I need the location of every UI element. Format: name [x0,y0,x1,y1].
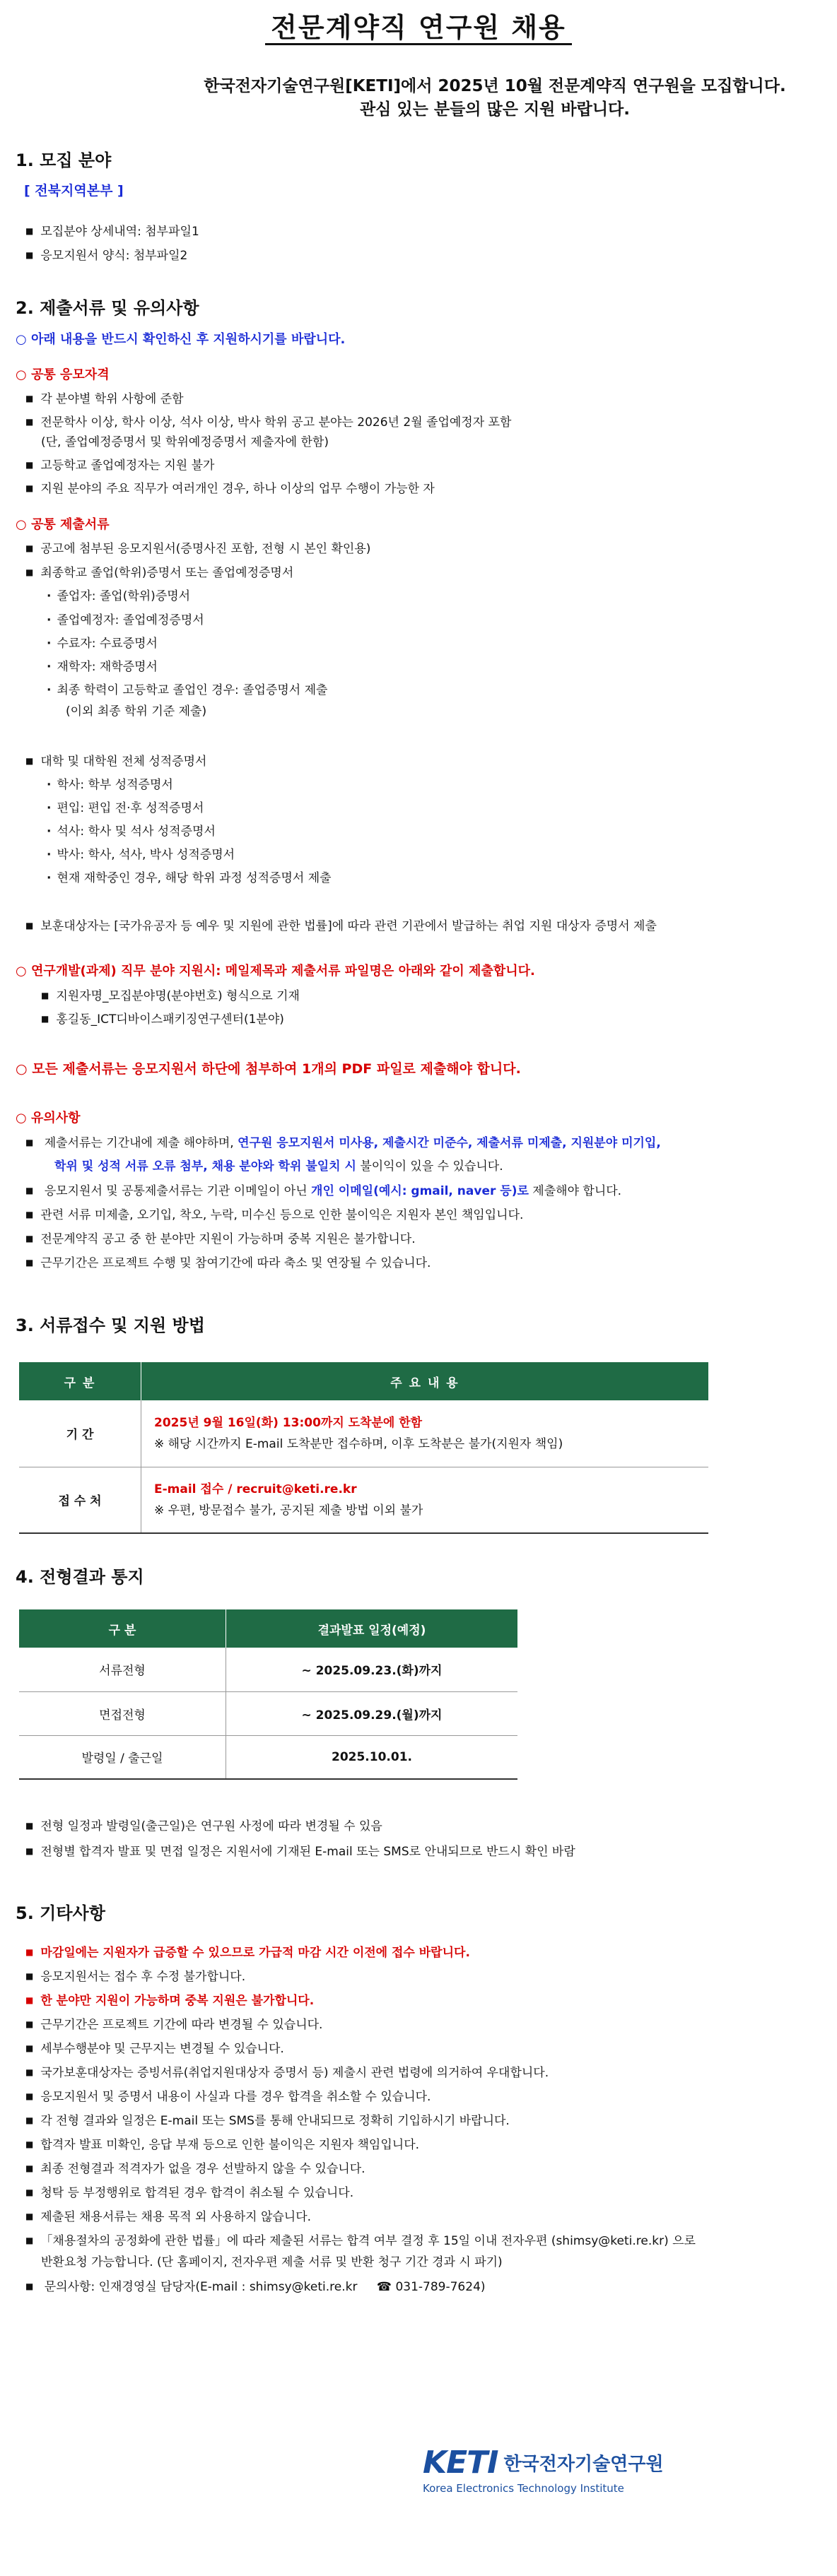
list-item-cont: 반환요청 가능합니다. (단 홈페이지, 전자우편 제출 서류 및 반환 청구 기간 경과 시 파기) [41,2255,503,2269]
list-item: ■ 근무기간은 프로젝트 수행 및 참여기간에 따라 축소 및 연장될 수 있습니다. [0,1253,431,1270]
sub-item: · 박사: 학사, 석사, 박사 성적증명서 [0,844,235,862]
sub-item: · 최종 학력이 고등학교 졸업인 경우: 졸업증명서 제출 [0,680,327,697]
list-item: ■ 전문계약직 공고 중 한 분야만 지원이 가능하며 중복 지원은 불가합니다. [0,1229,416,1246]
list-item: ■ 응모지원서는 접수 후 수정 불가합니다. [0,1966,245,1984]
page-title: 전문계약직 연구원 채용 [0,6,837,45]
sub-item: · 졸업예정자: 졸업예정증명서 [0,610,204,627]
list-item: ■ 응모지원서 양식: 첨부파일2 [0,245,187,263]
list-item: ■ 세부수행분야 및 근무지는 변경될 수 있습니다. [0,2038,284,2056]
col-header: 주 요 내 용 [141,1362,709,1400]
rd-title: ○ 연구개발(과제) 직무 분야 지원시: 메일제목과 제출서류 파일명은 아래와 같이 제출합니다. [0,961,535,979]
list-item: ■ 고등학교 졸업예정자는 지원 불가 [0,455,214,473]
list-item: ■ 「채용절차의 공정화에 관한 법률」에 따라 제출된 서류는 합격 여부 결정 후 15일 이내 전자우편 (shimsy@keti.re.kr) 으로 [0,2231,696,2248]
list-item: ■ 공고에 첨부된 응모지원서(증명사진 포함, 전형 시 본인 확인용) [0,538,370,556]
sub-item: · 재학자: 재학증명서 [0,656,158,674]
row-content: 2025년 9월 16일(화) 13:00까지 도착분에 한함 ※ 해당 시간까지 E-mail 도착분만 접수하며, 이후 도착분은 불가(지원자 책임) [141,1400,709,1467]
col-header: 결과발표 일정(예정) [226,1609,518,1648]
list-item: ■ 근무기간은 프로젝트 기간에 따라 변경될 수 있습니다. [0,2014,322,2032]
list-item: ■ 최종학교 졸업(학위)증명서 또는 졸업예정증명서 [0,562,293,580]
result-table [19,1609,517,1780]
list-item: ■ 최종 전형결과 적격자가 없을 경우 선발하지 않을 수 있습니다. [0,2158,365,2176]
list-item: ■ 마감일에는 지원자가 급증할 수 있으므로 가급적 마감 시간 이전에 접수 바랍니다. [0,1942,470,1960]
col-header: 구 분 [19,1362,141,1400]
list-item: ■ 한 분야만 지원이 가능하며 중복 지원은 불가합니다. [0,1990,314,2008]
docs-title: ○ 공통 제출서류 [0,514,110,533]
sub-item: · 학사: 학부 성적증명서 [0,774,173,792]
row-label: 접 수 처 [19,1467,141,1533]
phone-icon: ☎ [376,2280,392,2294]
logo-english: Korea Electronics Technology Institute [423,2482,624,2495]
list-item: ■ 국가보훈대상자는 증빙서류(취업지원대상자 증명서 등) 제출시 관련 법령에 의거하여 우대합니다. [0,2062,549,2080]
list-item: ■ 합격자 발표 미확인, 응답 부재 등으로 인한 불이익은 지원자 책임입니다. [0,2134,419,2152]
table-cell: 발령일 / 출근일 [19,1735,226,1779]
list-item: ■ 전형 일정과 발령일(출근일)은 연구원 사정에 따라 변경될 수 있음 [0,1816,382,1833]
section-5-heading: 5. 기타사항 [16,1903,105,1923]
list-item: ■ 청탁 등 부정행위로 합격된 경우 합격이 취소될 수 있습니다. [0,2182,353,2200]
notice: ○ 아래 내용을 반드시 확인하신 후 지원하시기를 바랍니다. [0,329,345,348]
list-item: ■ 홍길동_ICT디바이스패키징연구센터(1분야) [0,1009,284,1027]
table-cell: 면접전형 [19,1691,226,1735]
table-cell: 2025.10.01. [226,1735,518,1779]
list-item: ■ 각 분야별 학위 사항에 준함 [0,389,184,406]
row-content: E-mail 접수 / recruit@keti.re.kr ※ 우편, 방문접수 불가, 공지된 제출 방법 이외 불가 [141,1467,709,1533]
list-item: ■ 제출서류는 기간내에 제출 해야하며, 연구원 응모지원서 미사용, 제출시간 미준수, 제출서류 미제출, 지원분야 미기입, [0,1133,661,1150]
list-item: ■ 응모지원서 및 공통제출서류는 기관 이메일이 아닌 개인 이메일(예시: gmail, naver 등)로 제출해야 합니다. [0,1181,621,1198]
list-item: ■ 문의사항: 인재경영실 담당자(E-mail : shimsy@keti.re.kr ☎ 031-789-7624) [0,2276,486,2294]
section-3-heading: 3. 서류접수 및 지원 방법 [16,1316,205,1335]
row-label: 기 간 [19,1400,141,1467]
sub-item: · 졸업자: 졸업(학위)증명서 [0,586,190,603]
list-item: ■ 전문학사 이상, 학사 이상, 석사 이상, 박사 학위 공고 분야는 2026년 2월 졸업예정자 포함 [0,412,511,430]
list-item-note: (단, 졸업예정증명서 및 학위예정증명서 제출자에 한함) [41,435,329,449]
section-4-heading: 4. 전형결과 통지 [16,1567,144,1587]
table-cell: ~ 2025.09.23.(화)까지 [226,1648,518,1691]
sub-item: · 수료자: 수료증명서 [0,633,158,651]
list-item: ■ 보훈대상자는 [국가유공자 등 예우 및 지원에 관한 법률]에 따라 관련 기관에서 발급하는 취업 지원 대상자 증명서 제출 [0,916,657,933]
application-table [19,1362,708,1534]
sub-item: · 현재 재학중인 경우, 해당 학위 과정 성적증명서 제출 [0,868,332,885]
col-header: 구 분 [19,1609,226,1648]
list-item: ■ 지원 분야의 주요 직무가 여러개인 경우, 하나 이상의 업무 수행이 가능한 자 [0,478,435,496]
list-item: ■ 대학 및 대학원 전체 성적증명서 [0,751,206,769]
list-item: ■ 관련 서류 미제출, 오기입, 착오, 누락, 미수신 등으로 인한 불이익은 지원자 본인 책임입니다. [0,1205,523,1222]
list-item: ■ 전형별 합격자 발표 및 면접 일정은 지원서에 기재된 E-mail 또는 SMS로 안내되므로 반드시 확인 바람 [0,1841,575,1859]
caution-title: ○ 유의사항 [0,1108,81,1126]
list-item: ■ 각 전형 결과와 일정은 E-mail 또는 SMS를 통해 안내되므로 정확히 기입하시기 바랍니다. [0,2110,510,2128]
table-cell: 서류전형 [19,1648,226,1691]
region-label: [ 전북지역본부 ] [24,183,124,199]
sub-item: · 편입: 편입 전·후 성적증명서 [0,798,204,815]
logo-mark: KETI [423,2445,498,2481]
section-2-heading: 2. 제출서류 및 유의사항 [16,298,199,318]
sub-item: · 석사: 학사 및 석사 성적증명서 [0,821,216,839]
sub-item-note: (이외 최종 학위 기준 제출) [66,704,207,719]
list-item: ■ 제출된 채용서류는 채용 목적 외 사용하지 않습니다. [0,2206,311,2224]
list-item: ■ 모집분야 상세내역: 첨부파일1 [0,221,199,239]
list-item-cont: 학위 및 성적 서류 오류 첨부, 채용 분야와 학위 불일치 시 불이익이 있을 수 있습니다. [54,1159,503,1174]
keti-logo [423,2445,677,2495]
intro: 한국전자기술연구원[KETI]에서 2025년 10월 전문계약직 연구원을 모집합니다. 관심 있는 분들의 많은 지원 바랍니다. [204,77,786,119]
table-cell: ~ 2025.09.29.(월)까지 [226,1691,518,1735]
pdf-notice: ○ 모든 제출서류는 응모지원서 하단에 첨부하여 1개의 PDF 파일로 제출해야 합니다. [0,1058,521,1077]
list-item: ■ 응모지원서 및 증명서 내용이 사실과 다를 경우 합격을 취소할 수 있습니다. [0,2086,431,2104]
qual-title: ○ 공통 응모자격 [0,365,110,383]
list-item: ■ 지원자명_모집분야명(분야번호) 형식으로 기재 [0,986,300,1003]
section-1-heading: 1. 모집 분야 [16,150,112,170]
logo-korean: 한국전자기술연구원 [503,2454,664,2475]
